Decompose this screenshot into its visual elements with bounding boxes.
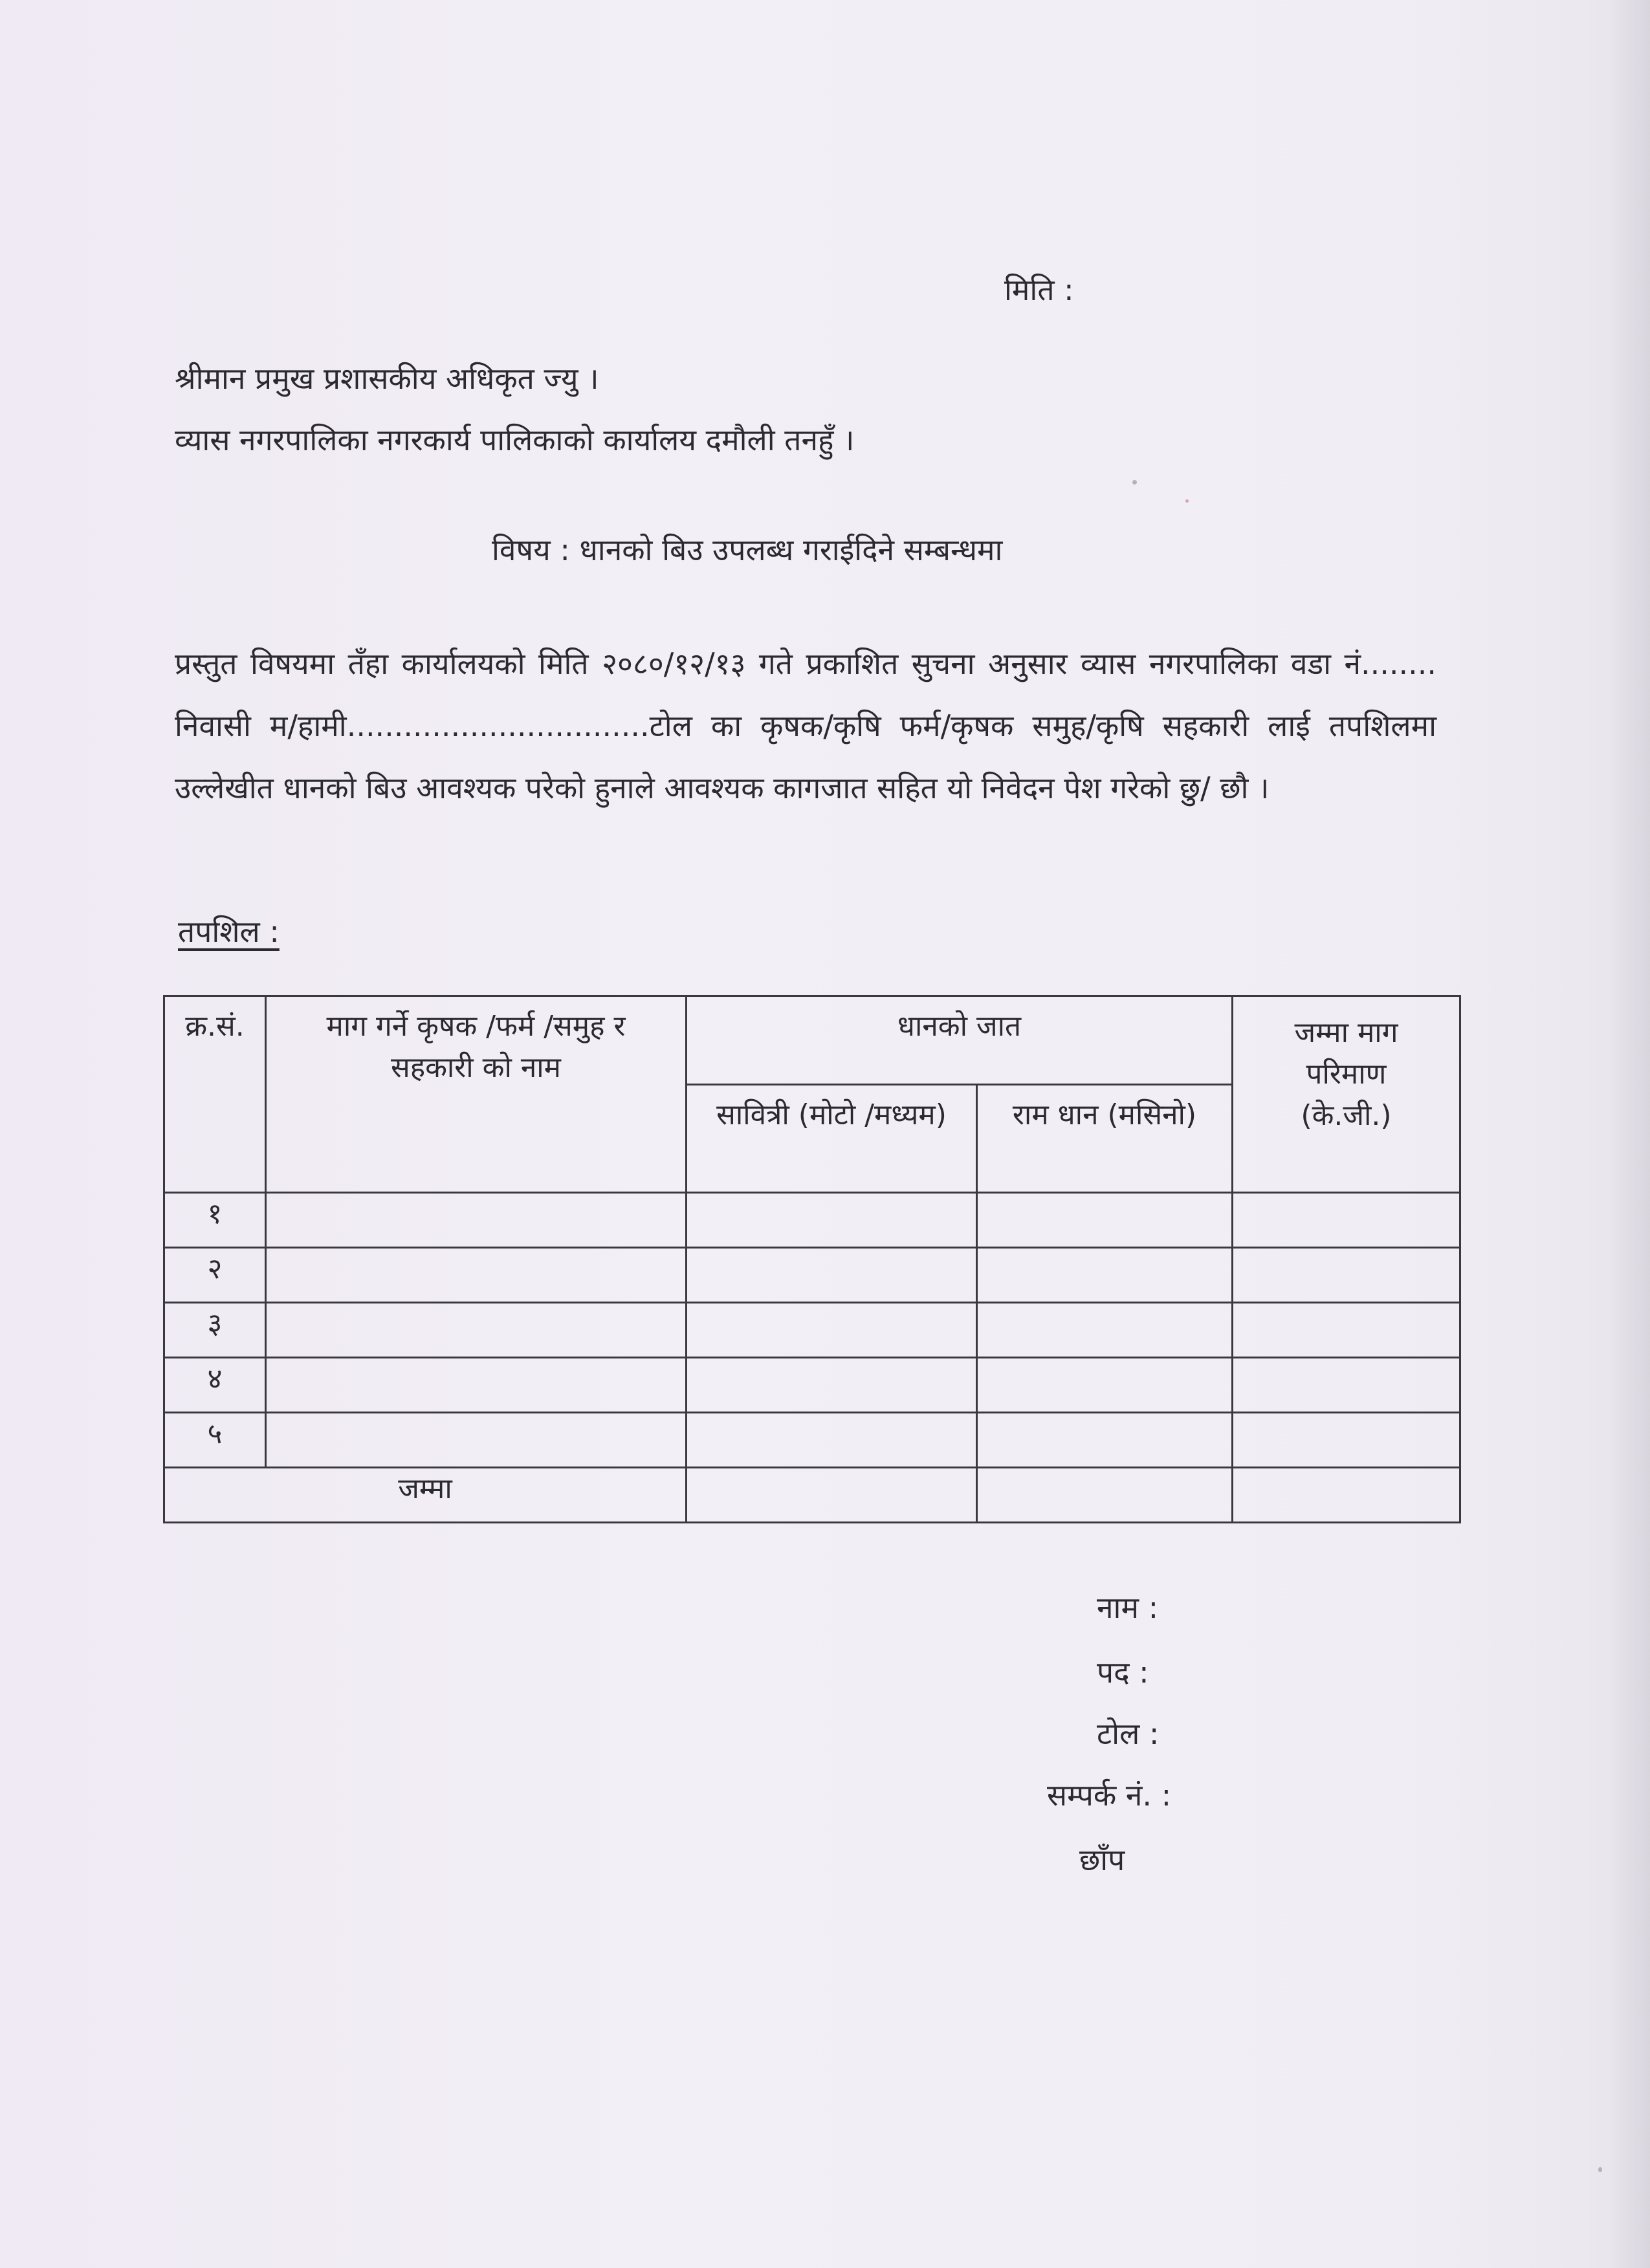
scan-speck (1132, 480, 1137, 485)
row-total-cell[interactable] (1233, 1193, 1460, 1248)
header-applicant-name (266, 996, 687, 1193)
table-row (164, 1248, 1460, 1303)
row-total-cell[interactable] (1233, 1303, 1460, 1358)
table-row (164, 1413, 1460, 1468)
row-ram-dhan-cell[interactable] (977, 1303, 1233, 1358)
addressee-line: श्रीमान प्रमुख प्रशासकीय अधिकृत ज्यु । (175, 361, 599, 396)
header-serial-number: क्र.सं. (164, 996, 266, 1193)
row-name-cell[interactable] (266, 1303, 687, 1358)
header-total-quantity (1233, 996, 1460, 1193)
row-total-cell[interactable] (1233, 1413, 1460, 1468)
table-row (164, 1193, 1460, 1248)
row-serial-number: २ (164, 1248, 266, 1303)
total-ram-dhan-cell[interactable] (977, 1468, 1233, 1523)
table-row (164, 1303, 1460, 1358)
table-row (164, 1358, 1460, 1413)
row-serial-number: १ (164, 1193, 266, 1248)
row-name-cell[interactable] (266, 1248, 687, 1303)
row-ram-dhan-cell[interactable] (977, 1413, 1233, 1468)
row-savitri-cell[interactable] (687, 1303, 977, 1358)
scan-speck (1185, 499, 1189, 503)
row-savitri-cell[interactable] (687, 1248, 977, 1303)
subject-line: विषय : धानको बिउ उपलब्ध गराईदिने सम्बन्धमा (492, 532, 1003, 567)
header-paddy-variety: धानको जात (687, 996, 1233, 1085)
row-total-cell[interactable] (1233, 1358, 1460, 1413)
row-savitri-cell[interactable] (687, 1193, 977, 1248)
row-savitri-cell[interactable] (687, 1413, 977, 1468)
scan-speck (1598, 2167, 1602, 2172)
seed-request-table (163, 995, 1461, 1523)
signature-name-label: नाम : (1097, 1590, 1159, 1625)
row-serial-number: ३ (164, 1303, 266, 1358)
date-label: मिति : (1004, 272, 1074, 307)
row-total-cell[interactable] (1233, 1248, 1460, 1303)
signature-stamp-label: छाँप (1079, 1842, 1125, 1877)
row-name-cell[interactable] (266, 1358, 687, 1413)
header-applicant-name-text: माग गर्ने कृषक /फर्म /समुह र सहकारी को नाम (326, 1010, 626, 1084)
signature-tole-label: टोल : (1097, 1716, 1160, 1751)
row-serial-number: ५ (164, 1413, 266, 1468)
signature-post-label: पद : (1097, 1655, 1149, 1690)
row-ram-dhan-cell[interactable] (977, 1248, 1233, 1303)
office-address-line: व्यास नगरपालिका नगरकार्य पालिकाको कार्यालय दमौली तनहुँ । (175, 422, 855, 457)
total-quantity-cell[interactable] (1233, 1468, 1460, 1523)
total-label: जम्मा (164, 1468, 687, 1523)
row-name-cell[interactable] (266, 1193, 687, 1248)
row-name-cell[interactable] (266, 1413, 687, 1468)
signature-contact-label: सम्पर्क नं. : (1047, 1778, 1172, 1813)
table-total-row (164, 1468, 1460, 1523)
schedule-heading: तपशिल : (178, 914, 280, 949)
header-savitri-variety (687, 1085, 977, 1193)
row-ram-dhan-cell[interactable] (977, 1193, 1233, 1248)
row-ram-dhan-cell[interactable] (977, 1358, 1233, 1413)
header-total-quantity-text: जम्मा माग परिमाण (के.जी.) (1294, 1016, 1398, 1132)
row-savitri-cell[interactable] (687, 1358, 977, 1413)
header-savitri-variety-text: सावित्री (मोटो /मध्यम) (716, 1098, 947, 1131)
scan-edge-shadow (1611, 0, 1650, 2268)
row-serial-number: ४ (164, 1358, 266, 1413)
total-savitri-cell[interactable] (687, 1468, 977, 1523)
header-ram-dhan-variety: राम धान (मसिनो) (977, 1085, 1233, 1193)
letter-body: प्रस्तुत विषयमा तँहा कार्यालयको मिति २०८०/१२/१३ गते प्रकाशित सुचना अनुसार व्यास नगरपालिका वडा नं........ निवासी म/हामी................................टोल का कृषक/कृषि फर्म/कृषक समुह/कृषि सहकारी लाई तपशिलमा उल्लेखीत धानको बिउ आवश्यक परेको हुनाले आवश्यक कागजात सहित यो निवेदन पेश गरेको छु/ छौ । (175, 646, 1436, 805)
